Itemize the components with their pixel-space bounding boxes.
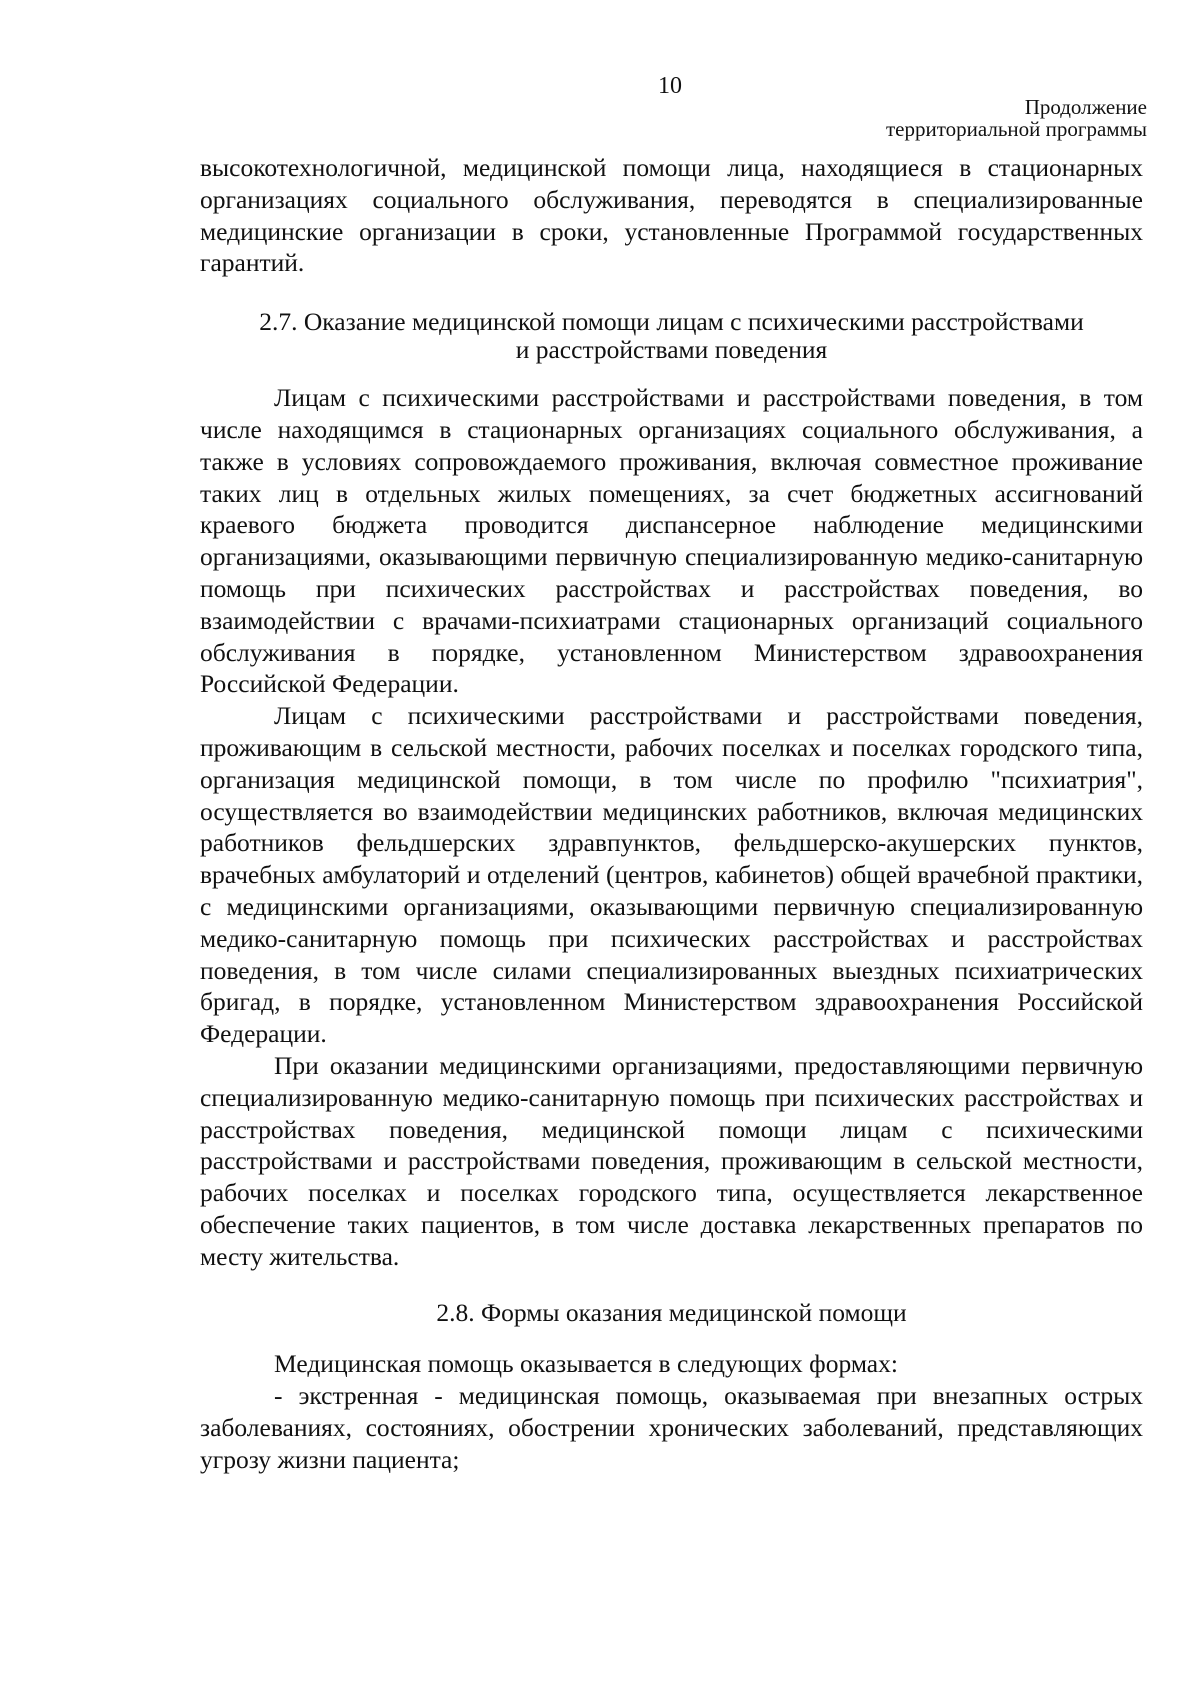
- section-2-8-list-item-1: - экстренная - медицинская помощь, оказываемая при внезапных острых заболеваниях, состояниях, обострении хронических заболеваний, представляющих угрозу жизни пациента;: [200, 1381, 1143, 1474]
- section-2-7-paragraph-1: Лицам с психическими расстройствами и расстройствами поведения, в том числе находящимся в стационарных организациях социального обслуживания, а также в условиях сопровождаемого проживания, включая совместное проживание таких лиц в отдельных жилых помещениях, за счет бюджетных ассигнований краевого бюджета проводится диспансерное наблюдение медицинскими организациями, оказывающими первичную специализированную медико-санитарную помощь при психических расстройствах и расстройствах поведения, во взаимодействии с врачами-психиатрами стационарных организаций социального обслуживания в порядке, установленном Министерством здравоохранения Российской Федерации.: [200, 383, 1143, 699]
- section-2-8-intro: Медицинская помощь оказывается в следующих формах:: [274, 1349, 898, 1379]
- header-continuation-note: [886, 96, 1147, 140]
- page-number: 10: [658, 73, 682, 99]
- section-2-7-title-line2: и расстройствами поведения: [515, 335, 828, 365]
- header-note-line1: Продолжение: [1024, 95, 1147, 119]
- section-2-8-title: 2.8. Формы оказания медицинской помощи: [436, 1297, 907, 1327]
- header-note-line2: территориальной программы: [885, 117, 1147, 141]
- document-body: [200, 152, 1143, 1475]
- intro-paragraph: высокотехнологичной, медицинской помощи лица, находящиеся в стационарных организациях социального обслуживания, переводятся в специализированные медицинские организации в сроки, установленные Программой государственных гарантий.: [200, 153, 1143, 278]
- section-2-7-paragraph-2: Лицам с психическими расстройствами и расстройствами поведения, проживающим в сельской местности, рабочих поселках и поселках городского типа, организация медицинской помощи, в том числе по профилю "психиатрия", осуществляется во взаимодействии медицинских работников, включая медицинских работников фельдшерских здравпунктов, фельдшерско-акушерских пунктов, врачебных амбулаторий и отделений (центров, кабинетов) общей врачебной практики, с медицинскими организациями, оказывающими первичную специализированную медико-санитарную помощь при психических расстройствах и расстройствах поведения, в том числе силами специализированных выездных психиатрических бригад, в порядке, установленном Министерством здравоохранения Российской Федерации.: [200, 701, 1143, 1049]
- section-2-7-title: [200, 308, 1143, 364]
- section-2-7-paragraph-3: При оказании медицинскими организациями, предоставляющими первичную специализированную медико-санитарную помощь при психических расстройствах и расстройствах поведения, медицинской помощи лицам с психическими расстройствами и расстройствами поведения, проживающим в сельской местности, рабочих поселках и поселках городского типа, осуществляется лекарственное обеспечение таких пациентов, в том числе доставка лекарственных препаратов по месту жительства.: [200, 1050, 1143, 1271]
- section-2-7-title-line1: 2.7. Оказание медицинской помощи лицам с психическими расстройствами: [259, 307, 1084, 337]
